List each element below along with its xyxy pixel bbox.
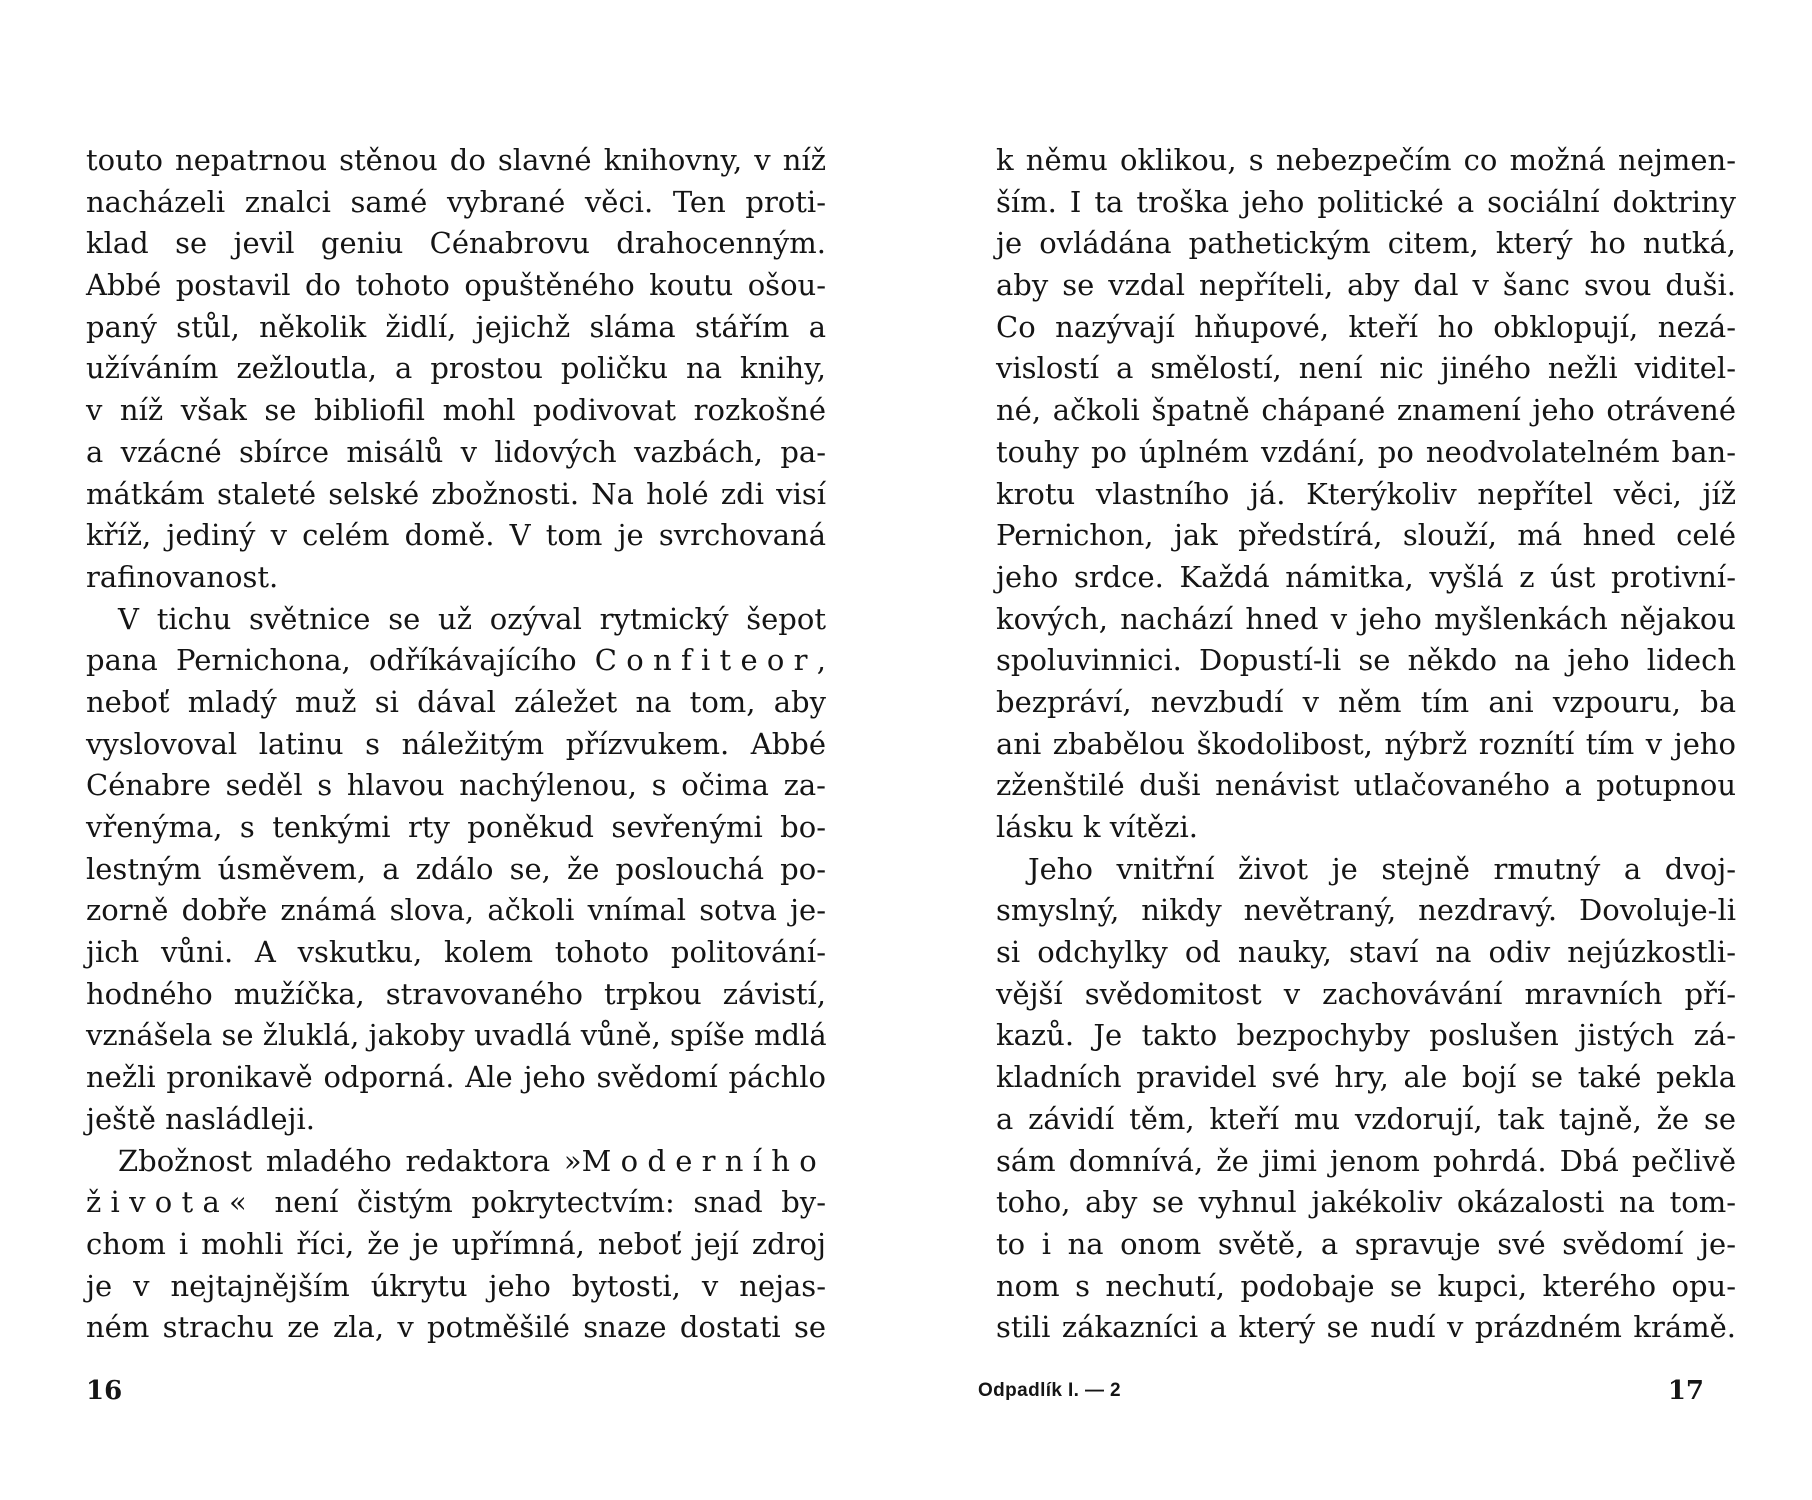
- text-line: kříž, jediný v celém domě. V tom je svrchovaná: [86, 518, 826, 553]
- text-line: Abbé postavil do tohoto opuštěného koutu ošou-: [86, 268, 826, 303]
- text-line: je ovládána pathetickým citem, který ho nutká,: [996, 226, 1736, 261]
- text-line: a závidí těm, kteří mu vzdorují, tak tajně, že se: [996, 1101, 1736, 1136]
- text-line: lestným úsměvem, a zdálo se, že poslouchá po-: [86, 851, 826, 886]
- text-line: vyslovoval latinu s náležitým přízvukem. Abbé: [86, 726, 826, 761]
- paragraph-start-line: V tichu světnice se už ozýval rytmický šepot: [118, 601, 826, 636]
- text-line: vější svědomitost v zachovávání mravních pří-: [996, 976, 1736, 1011]
- right-page: [906, 0, 1812, 1500]
- text-line: ani zbabělou škodolibost, nýbrž roznítí tím v jeho: [996, 726, 1736, 761]
- text-line: touto nepatrnou stěnou do slavné knihovny, v níž: [86, 143, 826, 177]
- text-line: kazů. Je takto bezpochyby poslušen jistých zá-: [996, 1018, 1736, 1053]
- text-line: chom i mohli říci, že je upřímná, neboť její zdroj: [86, 1226, 826, 1261]
- text-line: zorně dobře známá slova, ačkoli vnímal sotva je-: [86, 893, 826, 928]
- text-line: Co nazývají hňupové, kteří ho obklopují, nezá-: [996, 309, 1736, 344]
- text-line: aby se vzdal nepříteli, aby dal v šanc svou duši.: [996, 268, 1736, 303]
- text-line: bezpráví, nevzbudí v něm tím ani vzpouru, ba: [996, 684, 1736, 719]
- text-line: paný stůl, několik židlí, jejichž sláma stářím a: [86, 309, 826, 344]
- left-page-text: [86, 140, 826, 1349]
- text-line: je v nejtajnějším úkrytu jeho bytosti, v nejas-: [86, 1268, 826, 1303]
- text-line: kladních pravidel své hry, ale bojí se také pekla: [996, 1060, 1736, 1095]
- text-line: Pernichon, jak předstírá, slouží, má hned celé: [996, 518, 1736, 553]
- text-line: nacházeli znalci samé vybrané věci. Ten proti-: [86, 184, 826, 219]
- text-line: zženštilé duši nenávist utlačovaného a potupnou: [996, 768, 1736, 803]
- text-fragment: Zbožnost mladého redaktora »: [118, 1143, 582, 1178]
- text-line: mátkám staleté selské zbožnosti. Na holé zdi visí: [86, 476, 826, 511]
- text-line: rafinovanost.: [86, 559, 279, 594]
- text-line: to i na onom světě, a spravuje své svědomí je-: [996, 1226, 1736, 1261]
- text-line-with-spaced-word: [86, 1182, 826, 1224]
- text-line: ještě nasládleji.: [86, 1101, 315, 1136]
- text-line: ném strachu ze zla, v potměšilé snaze dostati se: [86, 1310, 826, 1345]
- text-fragment: pana Pernichona, odříkávajícího: [86, 643, 577, 678]
- paragraph-start-line-with-spaced-word: [86, 1141, 826, 1183]
- text-line: stili zákazníci a který se nudí v prázdném krámě.: [996, 1310, 1736, 1345]
- text-line: klad se jevil geniu Cénabrovu drahocenným.: [86, 226, 826, 261]
- text-line: jich vůni. A vskutku, kolem tohoto politování-: [86, 935, 826, 970]
- text-line: v níž však se bibliofil mohl podivovat rozkošné: [86, 393, 826, 428]
- spaced-word-confiteor: Confiteor: [594, 643, 817, 678]
- text-line: a vzácné sbírce misálů v lidových vazbách, pa-: [86, 434, 826, 469]
- text-line: kových, nachází hned v jeho myšlenkách nějakou: [996, 601, 1736, 636]
- text-line-with-spaced-word: pana Pernichona, odříkávajícího Confiteor,: [86, 643, 827, 678]
- text-line: toho, aby se vyhnul jakékoliv okázalosti na tom-: [996, 1185, 1736, 1220]
- text-line: nežli pronikavě odporná. Ale jeho svědomí páchlo: [86, 1060, 826, 1095]
- text-line: neboť mladý muž si dával záležet na tom, aby: [86, 684, 826, 719]
- text-line: né, ačkoli špatně chápané znamení jeho otrávené: [996, 393, 1736, 428]
- text-fragment: není čistým pokrytectvím: snad by-: [256, 1185, 826, 1220]
- text-line: ším. I ta troška jeho politické a sociální doktriny: [996, 184, 1736, 219]
- text-line: hodného mužíčka, stravovaného trpkou závistí,: [86, 976, 826, 1011]
- text-line: vznášela se žluklá, jakoby uvadlá vůně, spíše mdlá: [86, 1018, 827, 1053]
- page-number-left: 16: [86, 1376, 123, 1406]
- text-line: sám domnívá, že jimi jenom pohrdá. Dbá pečlivě: [996, 1143, 1736, 1178]
- spaced-word-zivota: života«: [86, 1185, 257, 1220]
- page-number-right: 17: [1667, 1376, 1704, 1406]
- text-line: užíváním zežloutla, a prostou poličku na knihy,: [86, 351, 826, 386]
- right-page-text: [996, 140, 1736, 1349]
- spaced-word-moderniho: Moderního: [581, 1143, 826, 1178]
- paragraph-start-line: Jeho vnitřní život je stejně rmutný a dvoj-: [1028, 851, 1736, 886]
- printer-signature-mark: Odpadlík I. — 2: [978, 1380, 1121, 1401]
- text-line: lásku k vítězi.: [996, 810, 1198, 844]
- text-line: vislostí a smělostí, není nic jiného nežli viditel-: [996, 351, 1736, 386]
- text-line: krotu vlastního já. Kterýkoliv nepřítel věci, jíž: [996, 476, 1736, 511]
- text-line: vřenýma, s tenkými rty poněkud sevřenými bo-: [86, 810, 826, 844]
- text-line: nom s nechutí, podobaje se kupci, kterého opu-: [996, 1268, 1736, 1303]
- text-line: spoluvinnici. Dopustí-li se někdo na jeho lidech: [996, 643, 1736, 678]
- text-line: jeho srdce. Každá námitka, vyšlá z úst protivní-: [996, 559, 1736, 594]
- text-line: si odchylky od nauky, staví na odiv nejúzkostli-: [996, 935, 1736, 970]
- text-line: touhy po úplném vzdání, po neodvolatelném ban-: [996, 434, 1736, 469]
- text-line: Cénabre seděl s hlavou nachýlenou, s očima za-: [86, 768, 826, 803]
- text-line: smyslný, nikdy nevětraný, nezdravý. Dovoluje-li: [996, 893, 1736, 928]
- text-line: k němu oklikou, s nebezpečím co možná nejmen-: [996, 143, 1736, 177]
